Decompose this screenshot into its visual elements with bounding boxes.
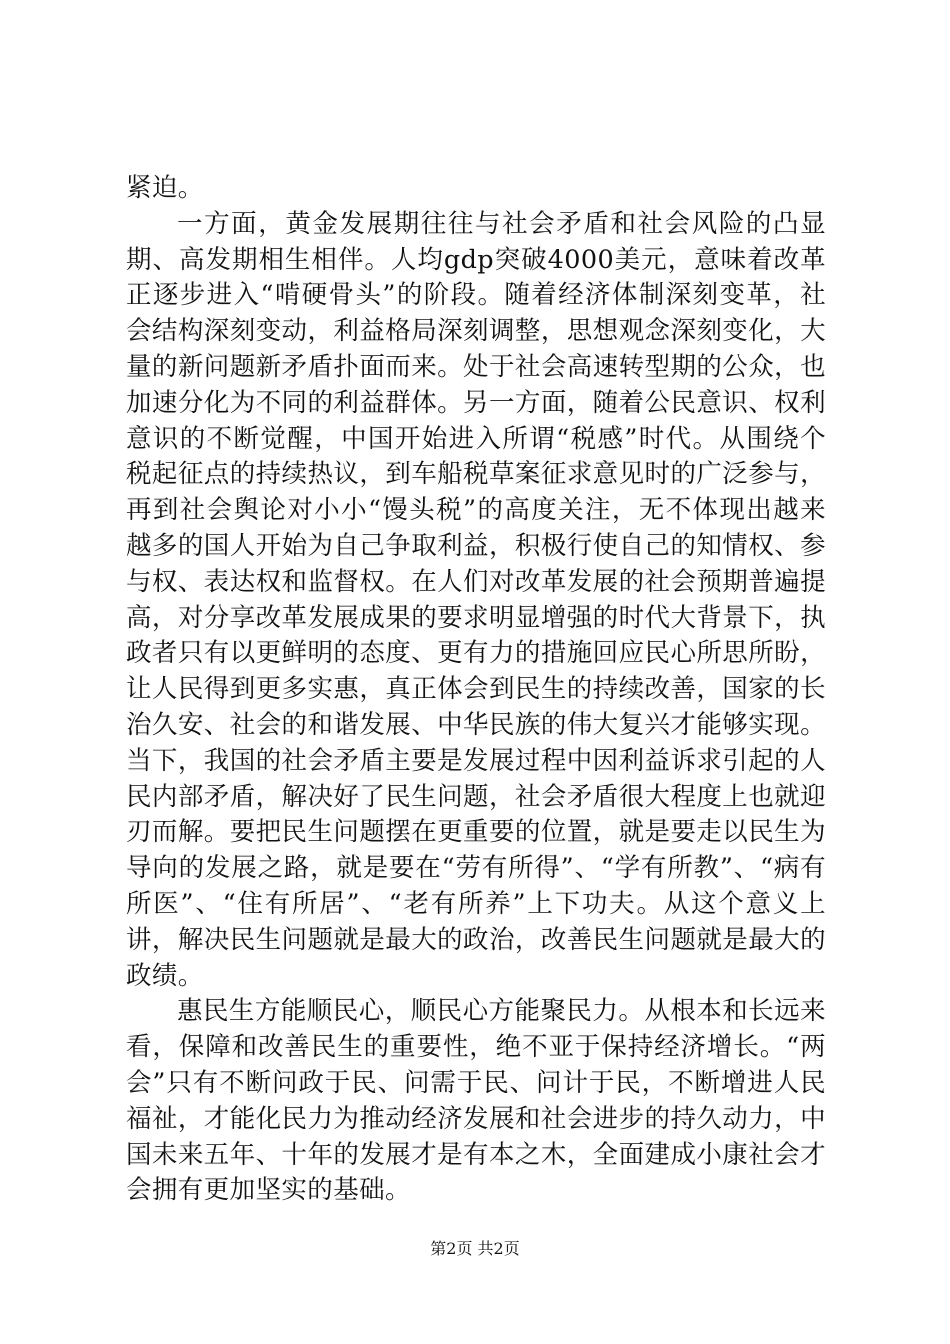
page-number-footer: 第2页 共2页 <box>430 1239 520 1258</box>
paragraph-continuation: 紧迫。 <box>126 173 204 203</box>
paragraph-social-contradictions: 一方面，黄金发展期往往与社会矛盾和社会风险的凸显期、高发期相生相伴。人均gdp突破4000美元，意味着改革正逐步进入“啃硬骨头”的阶段。随着经济体制深刻变革，社会结构深刻变动，利益格局深刻调整，思想观念深刻变化，大量的新问题新矛盾扑面而来。处于社会高速转型期的公众，也加速分化为不同的利益群体。另一方面，随着公民意识、权利意识的不断觉醒，中国开始进入所谓“税感”时代。从围绕个税起征点的持续热议，到车船税草案征求意见时的广泛参与，再到社会舆论对小小“馒头税”的高度关注，无不体现出越来越多的国人开始为自己争取利益，积极行使自己的知情权、参与权、表达权和监督权。在人们对改革发展的社会预期普遍提高，对分享改革发展成果的要求明显增强的时代大背景下，执政者只有以更鲜明的态度、更有力的措施回应民心所思所盼，让人民得到更多实惠，真正体会到民生的持续改善，国家的长治久安、社会的和谐发展、中华民族的伟大复兴才能够实现。当下，我国的社会矛盾主要是发展过程中因利益诉求引起的人民内部矛盾，解决好了民生问题，社会矛盾很大程度上也就迎刃而解。要把民生问题摆在更重要的位置，就是要走以民生为导向的发展之路，就是要在“劳有所得”、“学有所教”、“病有所医”、“住有所居”、“老有所养”上下功夫。从这个意义上讲，解决民生问题就是最大的政治，改善民生问题就是最大的政绩。 <box>126 208 826 991</box>
document-body <box>126 171 826 1209</box>
paragraph-livelihood-conclusion: 惠民生方能顺民心，顺民心方能聚民力。从根本和长远来看，保障和改善民生的重要性，绝不亚于保持经济增长。“两会”只有不断问政于民、问需于民、问计于民，不断增进人民福祉，才能化民力为推动经济发展和社会进步的持久动力，中国未来五年、十年的发展才是有本之木，全面建成小康社会才会拥有更加坚实的基础。 <box>126 996 826 1206</box>
